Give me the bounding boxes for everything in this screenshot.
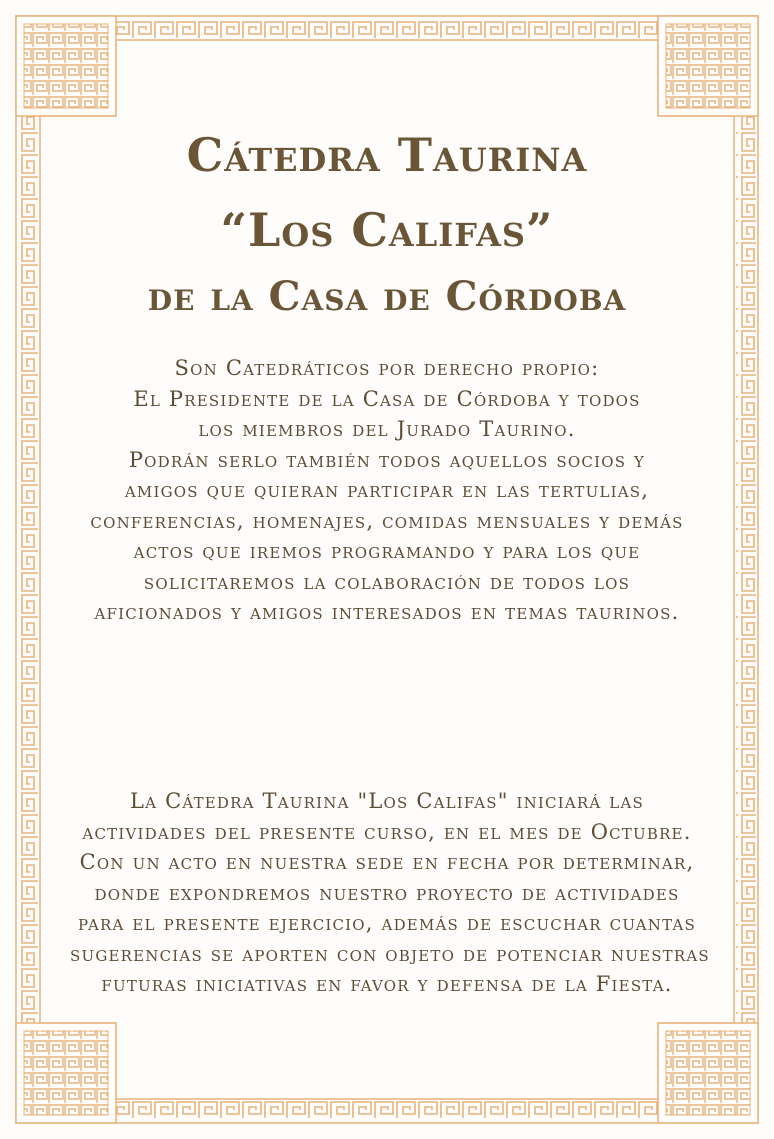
paragraph-line: La Cátedra Taurina "Los Califas" iniciará las (130, 789, 644, 813)
paragraph-line: actos que iremos programando y para los que (133, 539, 641, 563)
paragraph-line: Con un acto en nuestra sede en fecha por determinar, (79, 850, 695, 874)
paragraph-line: donde expondremos nuestro proyecto de actividades (94, 880, 680, 905)
paragraph-line: Son Catedráticos por derecho propio: (174, 356, 600, 380)
paragraph-line: amigos que quieran participar en las tertulias, (124, 478, 650, 502)
title-line-3: de la Casa de Córdoba (147, 273, 627, 320)
title-line-2: “Los Califas” (220, 203, 554, 257)
paragraph-line: El Presidente de la Casa de Córdoba y todos (133, 386, 641, 411)
paragraph-membership (70, 353, 704, 628)
paragraph-line: para el presente ejercicio, además de escuchar cuantas (78, 911, 696, 935)
paragraph-line: los miembros del Jurado Taurino. (198, 417, 576, 441)
paragraph-line: conferencias, homenajes, comidas mensuales y demás (90, 508, 684, 533)
title-line-1: Cátedra Taurina (186, 128, 588, 182)
paragraph-line: solicitaremos la colaboración de todos los (143, 569, 631, 594)
paragraph-line: futuras iniciativas en favor y defensa de la Fiesta. (101, 972, 673, 996)
paragraph-line: aficionados y amigos interesados en temas taurinos. (94, 600, 680, 624)
paragraph-line: Podrán serlo también todos aquellos socios y (128, 447, 646, 472)
paragraph-activities (70, 786, 710, 1000)
paragraph-line: actividades del presente curso, en el mes de Octubre. (82, 819, 692, 844)
paragraph-line: sugerencias se aporten con objeto de potenciar nuestras (70, 941, 710, 966)
